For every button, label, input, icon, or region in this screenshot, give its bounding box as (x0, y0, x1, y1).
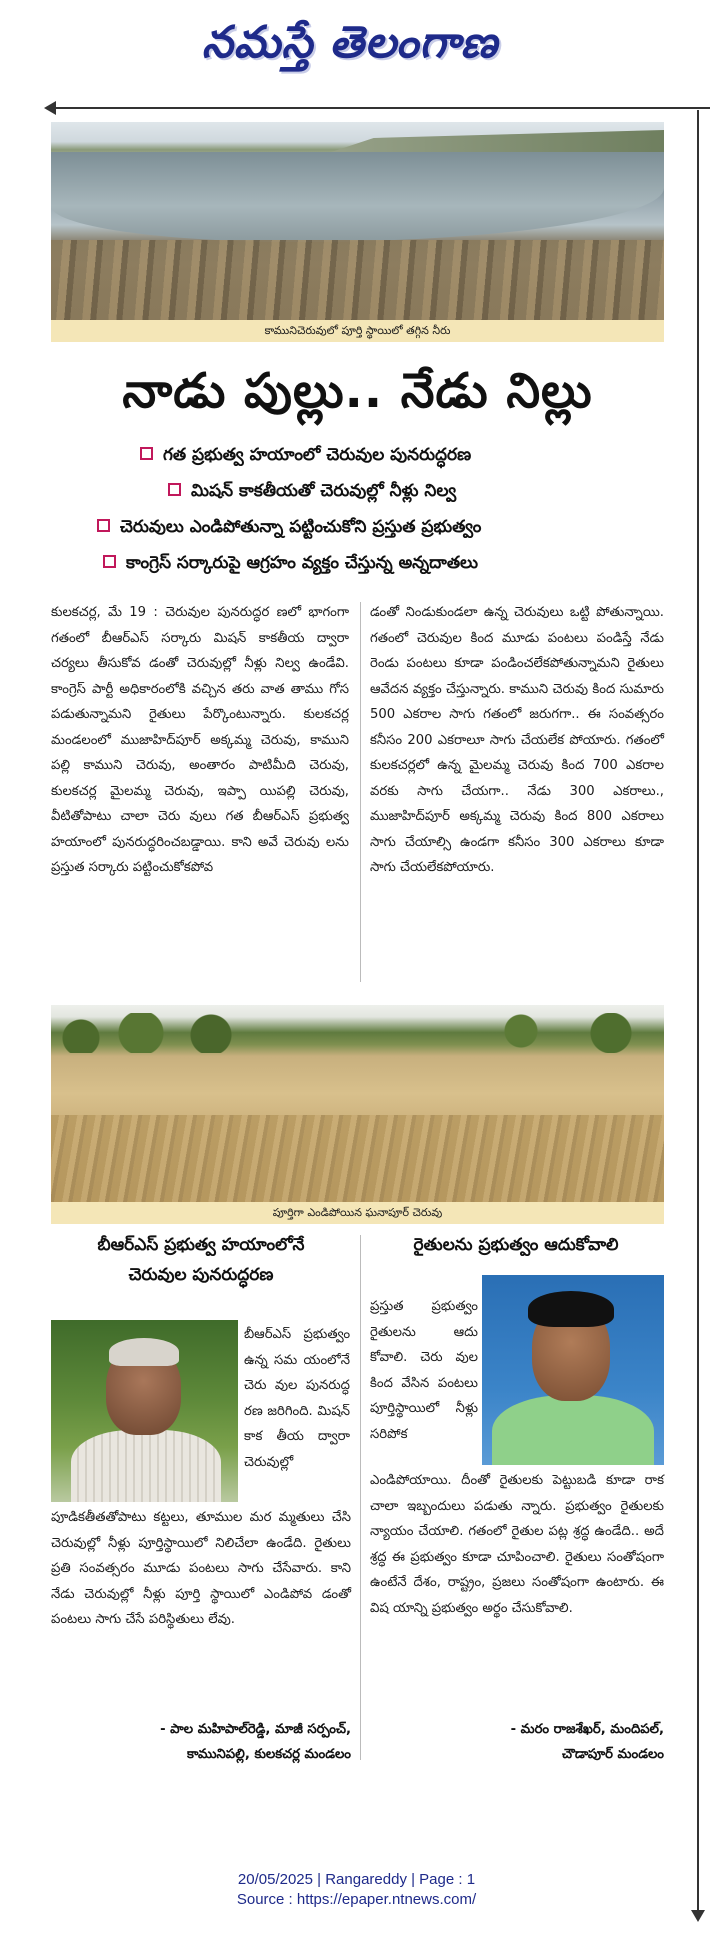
box-right-heading: రైతులను ప్రభుత్వం ఆదుకోవాలి (413, 1235, 619, 1255)
bullet-item (140, 442, 471, 468)
box-left-text-wide: పూడికతీతతోపాటు కట్టలు, తూముల మర మ్మతులు చేసి చెరువుల్లో నీళ్లు పూర్తిస్థాయిలో నిలిచేలా ఉండేది. రైతులు ప్రతి సంవత్సరం మూడు పంటలు సాగు చేసేవారు. కాని నేడు చెరువుల్లో నీళ్లు పూర్తి స్థాయిలో ఎండిపోవ డంతో పంటలు సాగు చేసే పరిస్థితులు లేవు. (51, 1510, 351, 1627)
photo-caption: పూర్తిగా ఎండిపోయిన ఘనాపూర్ చెరువు (51, 1202, 664, 1224)
newspaper-logo: నమస్తే తెలంగాణ (201, 17, 499, 68)
bullet-text: కాంగ్రెస్ సర్కారుపై ఆగ్రహం వ్యక్తం చేస్తున్న అన్నదాతలు (126, 553, 478, 573)
box-left-heading (51, 1230, 351, 1290)
column-divider (360, 1235, 361, 1760)
photo-caption: కామునిచెరువులో పూర్తి స్థాయిలో తగ్గిన నీరు (51, 320, 664, 342)
bullet-square-icon (97, 519, 110, 532)
box-right-text-wide: ఎండిపోయాయి. దీంతో రైతులకు పెట్టుబడి కూడా రాక చాలా ఇబ్బందులు పడుతు న్నారు. ప్రభుత్వం రైతులకు న్యాయం చేయాలి. గతంలో రైతుల పట్ల శ్రద్ధ ఉండేది.. అదే శ్రద్ధ ఈ ప్రభుత్వం కూడా చూపించాలి. రైతులు సంతోషంగా ఉంటేనే దేశం, రాష్ట్రం, ప్రజలు సంతోషంగా ఉంటారు. ఈ విష యాన్ని ప్రభుత్వం అర్థం చేసుకోవాలి. (370, 1473, 664, 1616)
portrait-shirt (492, 1395, 654, 1465)
masthead (0, 0, 713, 95)
bullet-text: గత ప్రభుత్వ హయాంలో చెరువుల పునరుద్ధరణ (163, 445, 472, 465)
bullet-square-icon (140, 447, 153, 460)
bullet-square-icon (168, 483, 181, 496)
headline: నాడు పుల్లు.. నేడు నిల్లు (122, 363, 593, 419)
bullet-item (97, 514, 481, 540)
photo-trees (51, 1013, 664, 1053)
signature-line: కామునిపల్లి, కులకచర్ల మండలం (187, 1747, 351, 1762)
bullet-text: చెరువులు ఎండిపోతున్నా పట్టించుకోని ప్రస్తుత ప్రభుత్వం (120, 517, 482, 537)
heading-line: బీఆర్ఎస్ ప్రభుత్వ హయాంలోనే (97, 1235, 305, 1255)
photo-water (51, 152, 664, 242)
photo-grass (51, 1115, 664, 1202)
bullet-item (103, 550, 478, 576)
bullet-item (168, 478, 456, 504)
signature-line: చౌడాపూర్ మండలం (562, 1747, 664, 1762)
article-column-right: డంతో నిండుకుండలా ఉన్న చెరువులు ఒట్టి పోతున్నాయి. గతంలో చెరువుల కింద మూడు పంటలు పండిస్తే నేడు రెండు పంటలు కూడా పండించలేకపోతున్నామని రైతులు ఆవేదన వ్యక్తం చేస్తున్నారు. కాముని చెరువు కింద సుమారు 500 ఎకరాల సాగు గతంలో జరుగగా.. ఈ సంవత్సరం కనీసం 200 ఎకరాలూ సాగు చేయలేక పోయారు. గతంలో కులకచర్లలో ఉన్న మైలమ్మ చెరువు కింద 700 ఎకరాల వరకు సాగు చేయగా.. నేడు 300 ఎకరాలు., ముజాహిద్‌పూర్ అక్కమ్మ చెరువు కింద 800 ఎకరాలు సాగు చేయాల్సి ఉండగా కనీసం 300 ఎకరాలు కూడా సాగు చేయలేకపోయారు. (370, 605, 664, 875)
article-column-left: కులకచర్ల, మే 19 : చెరువుల పునరుద్ధర ణలో భాగంగా గతంలో బీఆర్ఎస్ సర్కారు మిషన్ కాకతీయ ద్వారా చర్యలు తీసుకోవ డంతో చెరువుల్లో నీళ్లు నిల్వ ఉండేవి. కాంగ్రెస్ పార్టీ అధికారంలోకి వచ్చిన తరు వాత తాము గోస పడుతున్నామని రైతులు పేర్కొంటున్నారు. కులకచర్ల మండలంలో ముజాహిద్‌పూర్ అక్కమ్మ చెరువు, కాముని పల్లి కాముని చెరువు, అంతారం పాటిమీది చెరువు, కులకచర్ల మైలమ్మ చెరువు, ఇప్పా యిపల్లి చెరువు, వీటితోపాటు చాలా చెరు వులు గత బీఆర్ఎస్ ప్రభుత్వ హయాంలో పునరుద్ధరించబడ్డాయి. కాని అవే చెరువు లను ప్రస్తుత సర్కారు పట్టించుకోకపోవ (51, 605, 349, 875)
portrait-photo-right (482, 1275, 664, 1465)
column-divider (360, 602, 361, 982)
page-footer (0, 1870, 713, 1910)
box-left-signature (51, 1717, 351, 1767)
photo-rocks (51, 240, 664, 320)
dry-pond-photo (51, 1005, 664, 1202)
lake-photo (51, 122, 664, 320)
footer-date-line: 20/05/2025 | Rangareddy | Page : 1 (237, 1871, 476, 1888)
heading-line: చెరువుల పునరుద్ధరణ (128, 1265, 274, 1285)
box-right-signature (370, 1717, 664, 1767)
arrow-down-icon (691, 1910, 705, 1922)
bullet-text: మిషన్ కాకతీయతో చెరువుల్లో నీళ్లు నిల్వ (191, 481, 457, 501)
box-left-text-narrow: బీఆర్ఎస్ ప్రభుత్వం ఉన్న సమ యంలోనే చెరు వుల పునరుద్ధ రణ జరిగింది. మిషన్ కాక తీయ ద్వారా చెరువుల్లో (244, 1327, 350, 1470)
portrait-shirt (71, 1430, 221, 1502)
signature-line: - పాల మహిపాల్‌రెడ్డి, మాజీ సర్పంచ్, (160, 1722, 351, 1737)
signature-line: - మరం రాజశేఖర్, మందిపల్, (510, 1722, 664, 1737)
portrait-hair (109, 1338, 179, 1366)
bullet-square-icon (103, 555, 116, 568)
footer-source-link[interactable]: Source : https://epaper.ntnews.com/ (236, 1891, 477, 1908)
right-rule (697, 110, 699, 1920)
portrait-hair (528, 1291, 614, 1327)
box-right-text-narrow: ప్రస్తుత ప్రభుత్వం రైతులను ఆదు కోవాలి. చెరు వుల కింద వేసిన పంటలు పూర్తిస్థాయిలో నీళ్లు సరిపోక (370, 1299, 478, 1442)
top-rule (50, 107, 710, 109)
portrait-photo-left (51, 1320, 238, 1502)
